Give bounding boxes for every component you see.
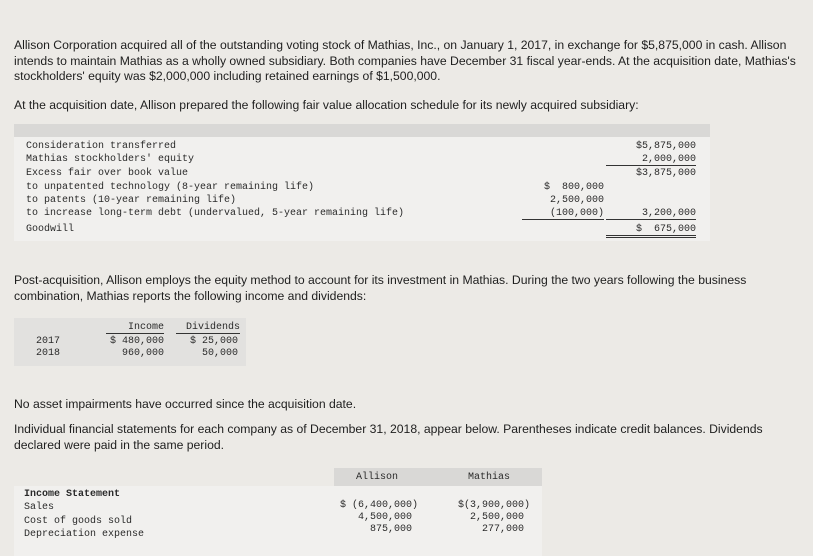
statement-label-1: Cost of goods sold xyxy=(24,516,133,527)
allison-value-2: 875,000 xyxy=(369,524,412,535)
allocation-label-4: to patents (10-year remaining life) xyxy=(26,195,237,206)
statements-note: Individual financial statements for each company as of December 31, 2018, appear below. Parentheses indicate credit balances. Dividends declared were paid in the same period. xyxy=(14,422,763,452)
allison-column-header: Allison xyxy=(356,472,399,483)
impairment-note: No asset impairments have occurred since the acquisition date. xyxy=(14,397,357,411)
allocation-right-6: $ 675,000 xyxy=(606,224,696,238)
allocation-right-2: $3,875,000 xyxy=(635,168,696,179)
mathias-value-0: $(3,900,000) xyxy=(457,500,530,511)
statement-label-0: Sales xyxy=(24,502,55,513)
allocation-label-6: Goodwill xyxy=(26,224,75,235)
income-year-1: 2018 xyxy=(36,348,61,359)
income-year-0: 2017 xyxy=(36,336,61,347)
dividends-value-0: $ 25,000 xyxy=(189,336,238,347)
allison-value-0: $ (6,400,000) xyxy=(339,500,418,511)
allocation-label-3: to unpatented technology (8-year remaining life) xyxy=(26,182,315,193)
dividends-header: Dividends xyxy=(176,322,240,334)
allocation-mid-4: 2,500,000 xyxy=(549,195,604,206)
income-value-0: $ 480,000 xyxy=(109,336,164,347)
income-header: Income xyxy=(106,322,164,334)
intro-paragraph: Allison Corporation acquired all of the outstanding voting stock of Mathias, Inc., on January 1, 2017, in exchange for $5,875,000 in cash. Allison intends to maintain Mathias as a wholly owned subsidiary. Both companies have December 31 fiscal year-ends. At the acquisition date, Mathias's stockholders' equity was $2,000,000 including retained earnings of $1,500,000. xyxy=(14,38,796,83)
allocation-right-5: 3,200,000 xyxy=(606,208,696,220)
post-acquisition-paragraph: Post-acquisition, Allison employs the equity method to account for its investment in Mathias. During the two years following the business combination, Mathias reports the following income and dividends: xyxy=(14,273,747,303)
income-statement-heading: Income Statement xyxy=(24,489,121,500)
allocation-right-0: $5,875,000 xyxy=(635,141,696,152)
allocation-header-bar xyxy=(14,124,710,137)
statement-label-2: Depreciation expense xyxy=(24,529,145,540)
allocation-label-2: Excess fair over book value xyxy=(26,168,189,179)
allocation-label-0: Consideration transferred xyxy=(26,141,177,152)
allocation-label-5: to increase long-term debt (undervalued, 5-year remaining life) xyxy=(26,208,405,219)
income-dividends-table xyxy=(14,318,246,366)
intro-schedule-lead: At the acquisition date, Allison prepared the following fair value allocation schedule for its newly acquired subsidiary: xyxy=(14,98,639,112)
mathias-value-2: 277,000 xyxy=(481,524,524,535)
income-statement-table xyxy=(14,486,542,556)
dividends-value-1: 50,000 xyxy=(201,348,238,359)
income-value-1: 960,000 xyxy=(121,348,164,359)
mathias-column-header: Mathias xyxy=(468,472,511,483)
allison-value-1: 4,500,000 xyxy=(357,512,412,523)
allocation-mid-3: $ 800,000 xyxy=(543,182,604,193)
mathias-value-1: 2,500,000 xyxy=(469,512,524,523)
allocation-right-1: 2,000,000 xyxy=(606,154,696,166)
allocation-schedule xyxy=(14,137,710,241)
allocation-mid-5: (100,000) xyxy=(522,208,604,220)
allocation-label-1: Mathias stockholders' equity xyxy=(26,154,195,165)
